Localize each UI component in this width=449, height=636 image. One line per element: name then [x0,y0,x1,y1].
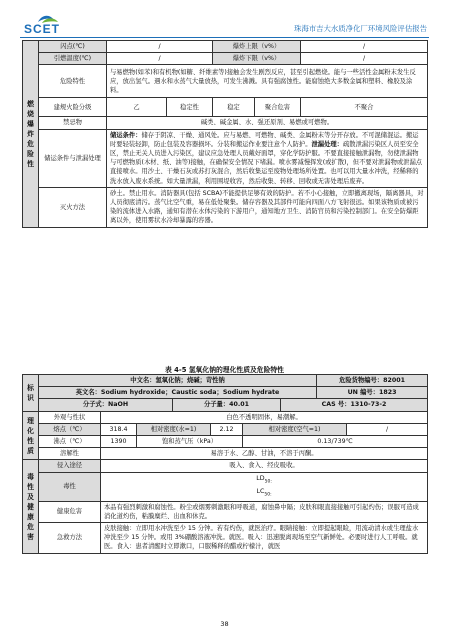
lower-limit-value: / [301,53,428,65]
molecular-formula: 分子式：NaOH [39,399,173,411]
hazard-table-continued [22,40,428,228]
lower-limit-label: 爆炸下限（v%） [213,53,301,65]
appearance-value: 白色不透明固体，易潮解。 [101,411,428,423]
relative-density-water-label: 相对密度(水=1) [137,423,211,435]
spill-text: 疏散泄漏污染区人员至安全区，禁止无关人员进入污染区，建议应急处理人员戴好面罩，穿化学防护服。不要直接接触泄漏物，勿使泄漏物与可燃物质(木材、纸、油等)接触，在确保安全情况下堵漏。喷水雾减慢挥发(或扩散)，但不要对泄漏物或泄漏点直接喷水。用沙土、干燥石灰或苏打灰混合，然后收集运至废物处理场所处置。也可以用大量水冲洗，经稀释的洗水放入废水系统。如大量泄漏，利用围堤收容，然后收集、转移、回收或无害处理后废弃。 [110,140,423,185]
ld50-line [104,474,424,486]
relative-density-water-value: 2.12 [211,423,243,435]
spill-lead: 泄漏处理： [311,140,343,148]
dangerous-goods-number: 危险货物编号：82001 [317,375,428,387]
polymerization-label: 聚合危害 [255,98,301,117]
flash-point-value: / [107,41,213,53]
extinguish-text: 砂土。禁止用水。消防器具(包括 SCBA)不能提供足够有效的防护。若不小心接触，立即撤离现场，隔离器具，对人员彻底清污。蒸气比空气重，易在低处聚集。储存容器及其部件可能向四面八方飞射很远。如果该物质或被污染的流体进入水路，通知有潜在水体污染的下游用户，通知地方卫生、消防官员和污染控制部门。在安全防爆距离以外，使用雾状水冷却暴露的容器。 [107,187,428,227]
ignition-temp-label: 引燃温度(℃) [39,53,107,65]
lc50-line [104,487,424,499]
stability-label: 稳定性 [167,98,213,117]
molecular-weight: 分子量：40.01 [173,399,281,411]
boiling-point-value: 1390 [101,436,137,448]
toxicity-value [101,472,428,501]
table-caption: 表 4-5 氢氧化钠的理化性质及危险特性 [165,366,284,374]
fire-class-value: 乙 [107,98,167,117]
vapor-pressure-label: 饱和蒸气压（kPa） [137,436,243,448]
solubility-value: 易溶于水、乙醇、甘油，不溶于丙酮。 [101,448,428,460]
header-divider [20,37,429,38]
upper-limit-value: / [301,41,428,53]
identification-label: 标识 [23,375,39,412]
extinguish-label: 灭火方法 [39,187,107,227]
toxicity-label: 毒性 [39,472,101,501]
exposure-route-label: 侵入途径 [39,460,101,472]
boiling-point-label: 沸点（℃） [39,436,101,448]
fire-explosion-label: 燃烧爆炸危险性 [23,41,39,228]
storage-spill-label: 储运条件与泄漏处理 [39,129,107,187]
relative-density-air-label: 相对密度(空气=1) [243,423,347,435]
polymerization-value: 不聚合 [301,98,428,117]
storage-lead: 储运条件： [110,131,142,139]
upper-limit-label: 爆炸上限（v%） [213,41,301,53]
chinese-name: 中文名：氢氧化钠；烧碱；苛性钠 [39,375,317,387]
incompatible-label: 禁忌物 [39,117,107,129]
flash-point-label: 闪点(℃) [39,41,107,53]
melting-point-label: 熔点（℃） [39,423,101,435]
english-name: 英文名：Sodium hydroxide；Caustic soda；Sodium hydrate [39,387,317,399]
health-hazard-label: 健康危害 [39,501,101,522]
fire-class-label: 建规火险分级 [39,98,107,117]
hazard-property-text: 与易燃物(如苯)和有机物(如糖、纤维素等)接触会发生剧烈反应，甚至引起燃烧。能与一些活性金属粉末发生反应，放出氢气。遇水和水蒸气大量放热，可发生沸溅。具有强腐蚀性。能腐蚀绝大多数金属和塑料、橡胶及涂料。 [107,65,428,98]
logo-text: SCET [24,22,61,36]
health-hazard-text: 本品有强烈刺激和腐蚀性。粉尘或烟雾刺激眼和呼吸道，腐蚀鼻中隔；皮肤和眼直接接触可引起灼伤；误服可造成消化道灼伤，粘膜糜烂、出血和休克。 [101,501,428,522]
melting-point-value: 318.4 [101,423,137,435]
cas-number: CAS 号：1310-73-2 [281,399,428,411]
incompatible-value: 碱类、碱金属、水、强还原剂、易燃或可燃物。 [107,117,428,129]
stability-value: 稳定 [213,98,255,117]
first-aid-text: 皮肤接触：立即用水冲洗至少 15 分钟。若有灼伤，就医治疗。眼睛接触：立即提起眼睑，用流动清水或生理盐水冲洗至少 15 分钟。或用 3%硼酸溶液冲洗。就医。吸入：迅速脱离现场至空气新鲜处。必要时进行人工呼吸。就医。食入：患者清醒时立即漱口，口服稀释的醋或柠檬汁，就医 [101,523,428,554]
appearance-label: 外观与性状 [39,411,101,423]
ld50-text: LD [256,475,265,483]
vapor-pressure-value: 0.13/739℃ [243,436,428,448]
report-header-title: 珠海市吉大水质净化厂环境风险评估报告 [293,24,427,33]
solubility-label: 溶解性 [39,448,101,460]
relative-density-air-value: / [347,423,428,435]
first-aid-label: 急救方法 [39,523,101,554]
physchem-label: 理化性质 [23,411,39,460]
ld50-sub: 50: [264,479,272,485]
hazard-property-label: 危险特性 [39,65,107,98]
lc50-sub: 50: [264,491,272,497]
lc50-text: LC [256,487,265,495]
naoh-property-table [22,374,428,554]
exposure-route-value: 吸入、食入、经皮吸收。 [101,460,428,472]
storage-spill-text [107,129,428,187]
toxicity-health-label: 毒性及健康危害 [23,460,39,553]
storage-text: 储存于阴凉、干燥、通风处。应与易燃、可燃物、碱类、金属粉末等分开存放。不可混储混运。搬运时要轻装轻卸，防止包装及容器损坏。分装和搬运作业要注意个人防护。 [110,131,419,148]
ignition-temp-value: / [107,53,213,65]
page-number: 38 [220,620,229,628]
un-number: UN 编号：1823 [317,387,428,399]
